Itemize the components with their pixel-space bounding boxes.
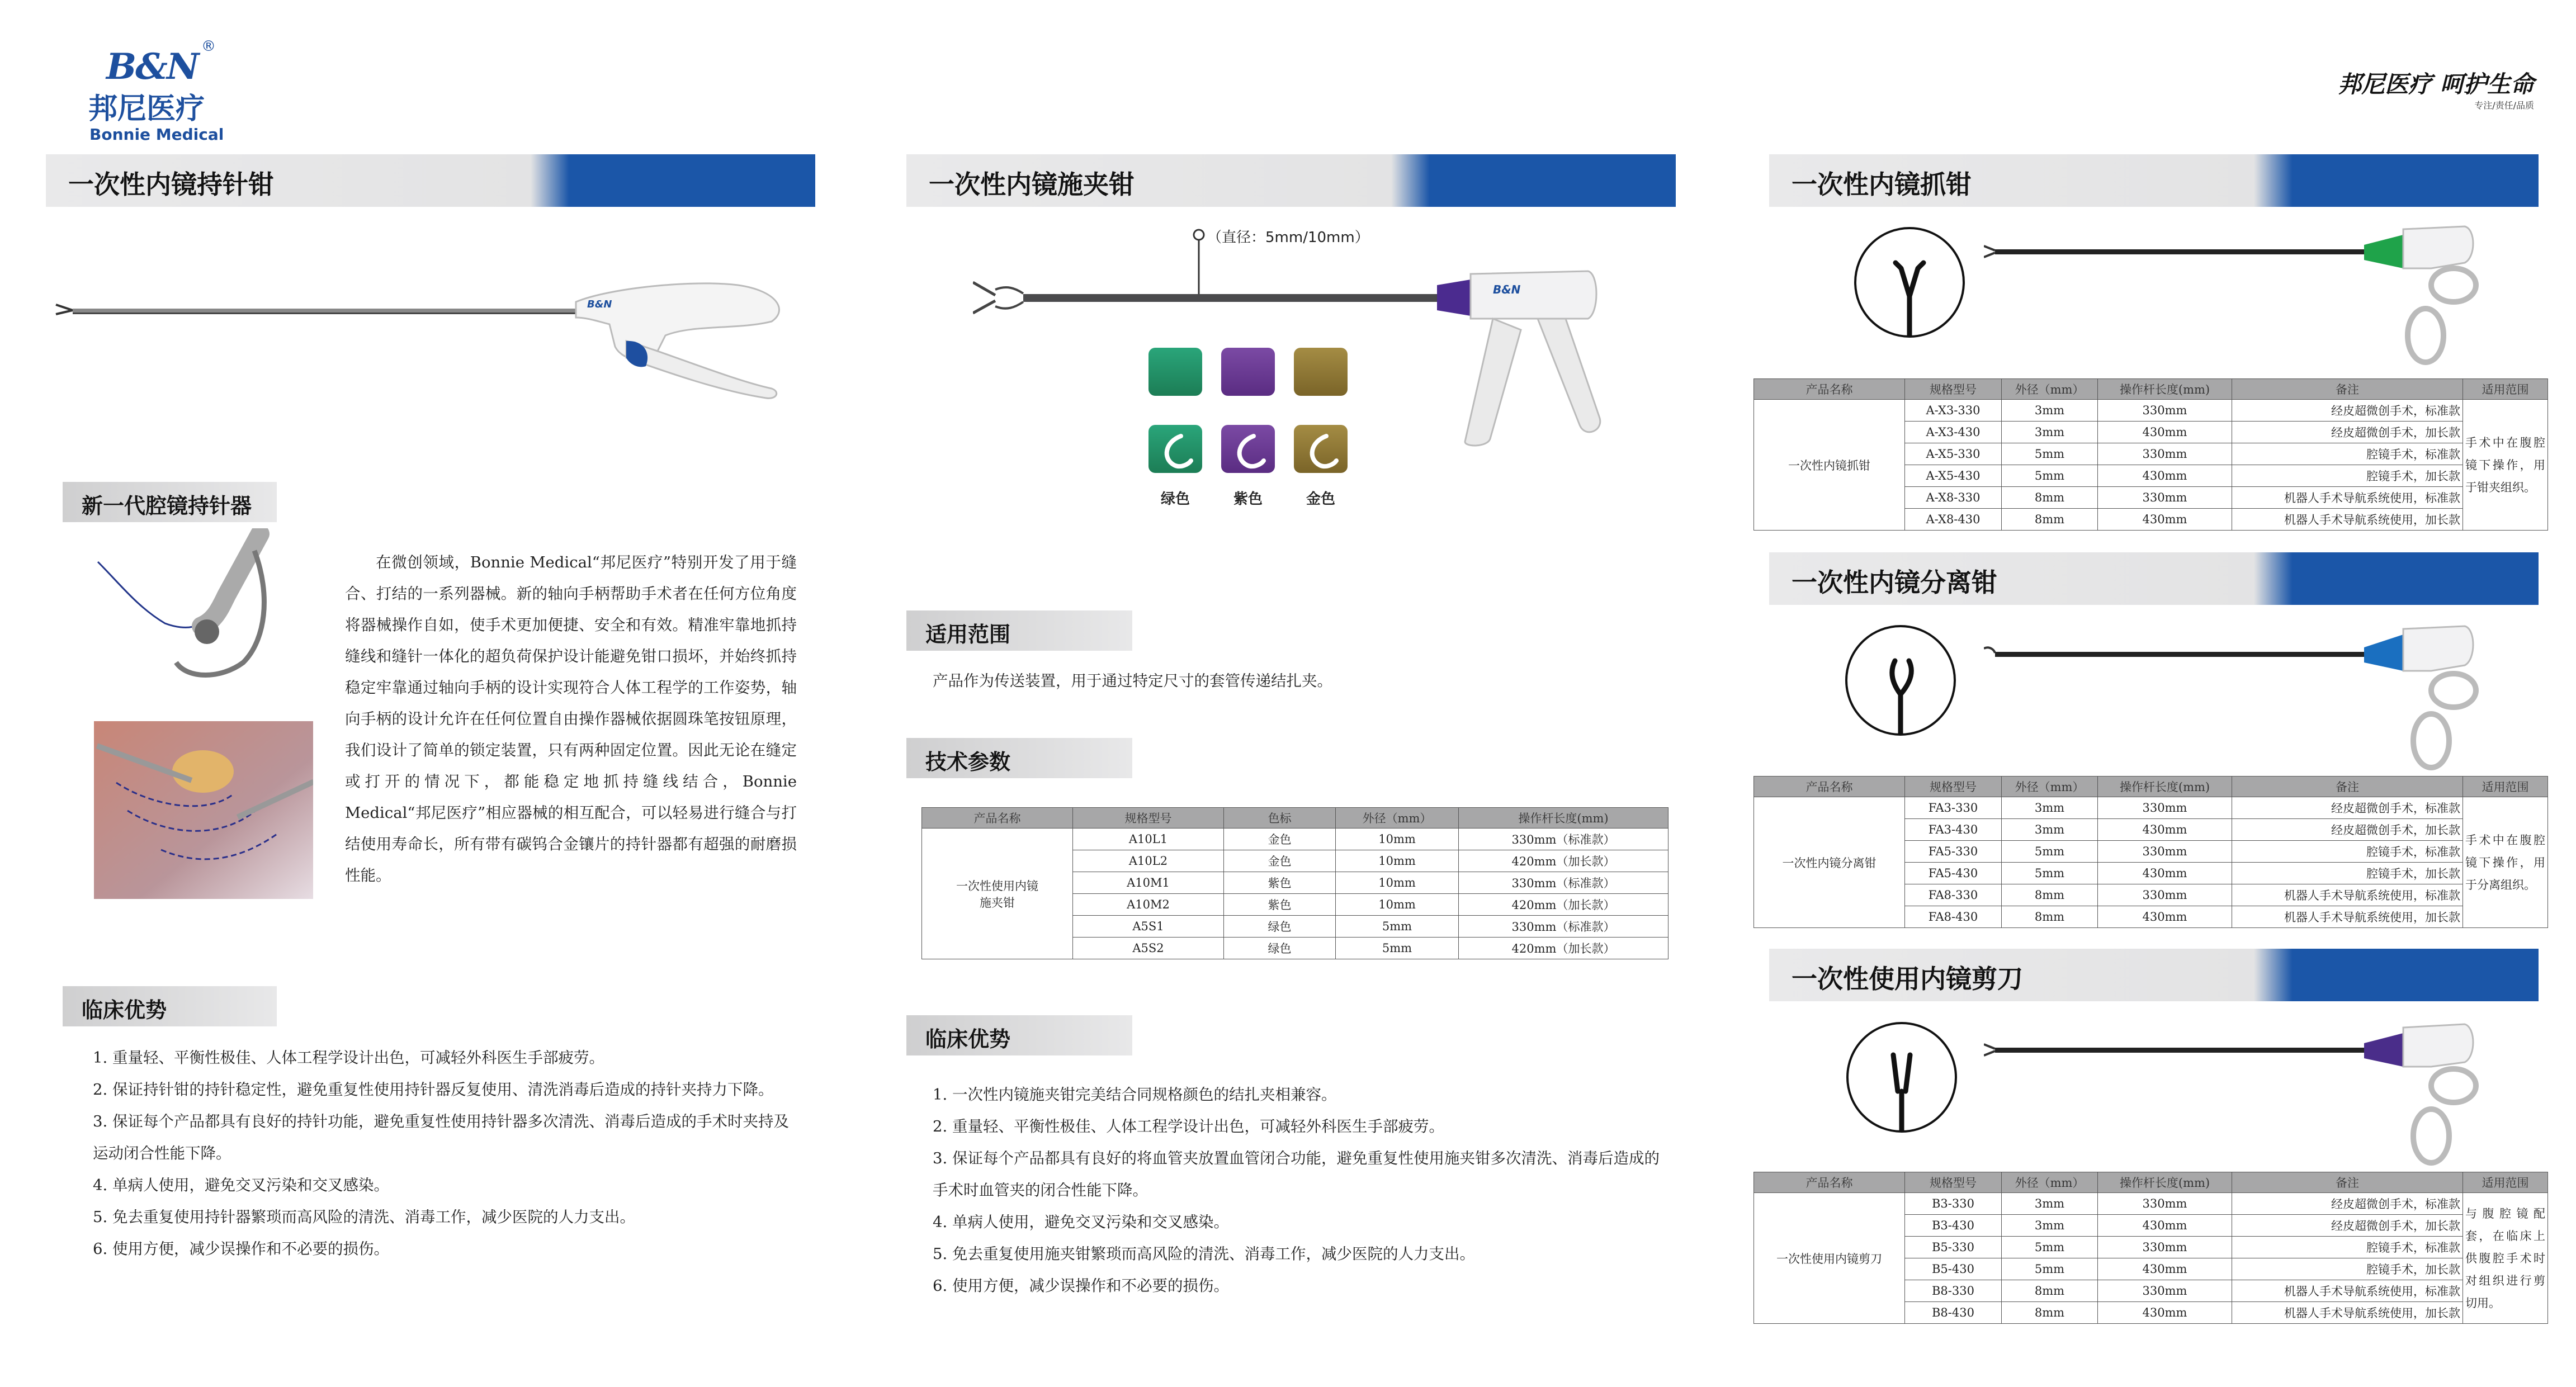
table-row [922,829,1669,850]
table-cell: 经皮超微创手术，标准款 [2232,797,2463,819]
table-header: 外径（mm） [2002,1172,2098,1193]
table-cell: 腔镜手术，标准款 [2232,841,2463,863]
clip-applier-image [973,218,1605,453]
registered-mark: ® [201,38,216,55]
list-item: 2. 保证持针钳的持针稳定性，避免重复性使用持针器反复使用、清洗消毒后造成的持针夹持力下降。 [93,1081,774,1099]
table-cell: FA8-330 [1905,884,2002,906]
section-header-dissector [1769,552,2539,605]
table-cell: FA3-330 [1905,797,2002,819]
table-cell: 8mm [2002,884,2098,906]
table-cell: 330mm [2098,1280,2232,1302]
table-cell: 绿色 [1224,938,1336,959]
section-title: 一次性内镜分离钳 [1792,567,1997,598]
table-cell: 430mm [2098,1215,2232,1237]
table-cell: 3mm [2002,400,2098,422]
scissors-tip-detail [1846,1022,1957,1133]
table-cell: 10mm [1336,829,1459,850]
table-cell: A10L1 [1073,829,1224,850]
table-cell: 8mm [2002,487,2098,509]
dissector-spec-table [1753,776,2548,928]
table-cell: 430mm [2098,906,2232,928]
table-cell: 3mm [2002,797,2098,819]
table-cell: 8mm [2002,1302,2098,1324]
scope-cell: 手术中在腹腔镜下操作，用于钳夹组织。 [2463,400,2548,531]
table-cell: 430mm [2098,422,2232,443]
table-header: 操作杆长度(mm) [2098,1172,2232,1193]
brand-logo [84,35,224,146]
table-cell: 420mm（加长款） [1459,938,1669,959]
table-header: 备注 [2232,1172,2463,1193]
subheader-label: 技术参数 [925,750,1011,774]
section-title: 一次性内镜施夹钳 [929,169,1135,200]
needle-suturing-image [87,528,294,696]
table-cell: A5S1 [1073,916,1224,938]
brand-mark: B&N [106,46,198,88]
scope-cell: 与腹腔镜配套，在临床上供腹腔手术时对组织进行剪切用。 [2463,1193,2548,1324]
table-header: 适用范围 [2463,777,2548,797]
subheader-params [906,738,1132,778]
table-header: 规格型号 [1905,1172,2002,1193]
table-cell: 机器人手术导航系统使用，标准款 [2232,487,2463,509]
grasper-spec-table [1753,378,2548,531]
table-cell: 330mm [2098,400,2232,422]
table-cell: 330mm [2098,884,2232,906]
grasper-tip-detail [1854,227,1965,338]
table-cell: B5-430 [1905,1258,2002,1280]
color-label-green: 绿色 [1160,491,1190,508]
color-label-purple: 紫色 [1233,491,1263,508]
brand-cn: 邦尼医疗 [88,92,205,126]
table-cell: 腔镜手术，标准款 [2232,1237,2463,1258]
product-name-cell: 一次性内镜抓钳 [1754,400,1905,531]
clip-gold-icon [1294,425,1348,473]
table-cell: 机器人手术导航系统使用，加长款 [2232,509,2463,531]
table-cell: 紫色 [1224,894,1336,916]
section-header-grasper [1769,154,2539,207]
advantages-list-1 [93,1042,800,1265]
table-cell: 腔镜手术，加长款 [2232,863,2463,884]
list-item: 4. 单病人使用，避免交叉污染和交叉感染。 [933,1213,1229,1231]
needle-holder-image [50,268,794,403]
table-cell: A-X8-330 [1905,487,2002,509]
section-header-clip-applier [906,154,1676,207]
svg-text:B&N: B&N [1493,283,1521,296]
list-item: 6. 使用方便，减少误操作和不必要的损伤。 [93,1240,389,1258]
table-header: 规格型号 [1073,808,1224,829]
slogan-sub: 专注/责任/品质 [2474,100,2534,111]
table-cell: FA5-330 [1905,841,2002,863]
table-header: 产品名称 [1754,1172,1905,1193]
table-cell: 3mm [2002,422,2098,443]
clip-applier-spec-table [921,807,1669,959]
table-cell: 430mm [2098,819,2232,841]
table-cell: 330mm（标准款） [1459,916,1669,938]
subheader-label: 临床优势 [82,998,167,1023]
table-cell: A10M2 [1073,894,1224,916]
table-cell: 5mm [1336,938,1459,959]
table-cell: 5mm [2002,465,2098,487]
table-cell: 8mm [2002,1280,2098,1302]
table-cell: 金色 [1224,829,1336,850]
table-row [1754,400,2548,422]
table-header: 规格型号 [1905,379,2002,400]
table-cell: A-X3-430 [1905,422,2002,443]
table-cell: B8-330 [1905,1280,2002,1302]
product-name-cell: 一次性内镜分离钳 [1754,797,1905,928]
table-cell: 8mm [2002,906,2098,928]
table-header: 产品名称 [1754,777,1905,797]
table-cell: 腔镜手术，标准款 [2232,443,2463,465]
table-cell: 420mm（加长款） [1459,894,1669,916]
table-header: 外径（mm） [1336,808,1459,829]
diameter-note: （直径：5mm/10mm） [1207,229,1369,246]
clip-purple-icon [1221,425,1275,473]
suturing-scene-image [94,721,313,899]
advantages-list-2 [933,1079,1660,1302]
clip-purple-swatch [1221,348,1275,396]
table-cell: 3mm [2002,819,2098,841]
svg-text:B&N: B&N [587,299,612,310]
subheader-label: 新一代腔镜持针器 [82,494,252,518]
product-name-cell: 一次性使用内镜剪刀 [1754,1193,1905,1324]
clip-green-icon [1148,425,1202,473]
table-cell: 330mm [2098,841,2232,863]
table-cell: B3-330 [1905,1193,2002,1215]
table-header: 产品名称 [1754,379,1905,400]
table-cell: 机器人手术导航系统使用，加长款 [2232,906,2463,928]
slogan: 邦尼医疗 呵护生命 [2338,70,2534,98]
table-cell: 腔镜手术，加长款 [2232,1258,2463,1280]
scope-text: 产品作为传送装置，用于通过特定尺寸的套管传递结扎夹。 [933,672,1332,690]
table-header: 适用范围 [2463,379,2548,400]
section-title: 一次性使用内镜剪刀 [1792,964,2023,994]
section-header-scissors [1769,949,2539,1001]
table-cell: 5mm [2002,1258,2098,1280]
clip-gold-swatch [1294,348,1348,396]
brand-en: Bonnie Medical [89,125,224,144]
table-cell: A-X3-330 [1905,400,2002,422]
table-cell: 经皮超微创手术，加长款 [2232,1215,2463,1237]
section-title: 一次性内镜抓钳 [1792,169,1972,200]
table-header: 操作杆长度(mm) [2098,777,2232,797]
subheader-label: 临床优势 [925,1027,1011,1052]
table-cell: 金色 [1224,850,1336,872]
table-header: 备注 [2232,777,2463,797]
table-cell: B3-430 [1905,1215,2002,1237]
dissector-tip-detail [1845,625,1956,736]
table-header: 备注 [2232,379,2463,400]
table-cell: 330mm（标准款） [1459,829,1669,850]
table-cell: 经皮超微创手术，标准款 [2232,400,2463,422]
scissors-image [1984,1012,2549,1180]
table-cell: 绿色 [1224,916,1336,938]
table-cell: 经皮超微创手术，加长款 [2232,819,2463,841]
table-cell: 经皮超微创手术，标准款 [2232,1193,2463,1215]
table-cell: 5mm [1336,916,1459,938]
table-cell: 430mm [2098,509,2232,531]
list-item: 1. 一次性内镜施夹钳完美结合同规格颜色的结扎夹相兼容。 [933,1086,1337,1104]
subheader-scope [906,610,1132,651]
table-header: 操作杆长度(mm) [1459,808,1669,829]
list-item: 3. 保证每个产品都具有良好的持针功能，避免重复性使用持针器多次清洗、消毒后造成的手术时夹持及运动闭合性能下降。 [93,1113,789,1162]
table-cell: 机器人手术导航系统使用，标准款 [2232,884,2463,906]
table-cell: A10M1 [1073,872,1224,894]
table-cell: A5S2 [1073,938,1224,959]
table-header: 产品名称 [922,808,1073,829]
section-header-needle-holder [46,154,815,207]
clip-green-swatch [1148,348,1202,396]
list-item: 3. 保证每个产品都具有良好的将血管夹放置血管闭合功能，避免重复性使用施夹钳多次清洗、消毒后造成的手术时血管夹的闭合性能下降。 [933,1149,1660,1199]
table-cell: 3mm [2002,1193,2098,1215]
subheader-label: 适用范围 [925,622,1011,647]
table-cell: B8-430 [1905,1302,2002,1324]
table-header: 规格型号 [1905,777,2002,797]
table-cell: 机器人手术导航系统使用，标准款 [2232,1280,2463,1302]
table-cell: 腔镜手术，加长款 [2232,465,2463,487]
table-cell: 330mm [2098,1237,2232,1258]
table-row [1754,797,2548,819]
table-cell: 430mm [2098,465,2232,487]
list-item: 5. 免去重复使用施夹钳繁琐而高风险的清洗、消毒工作，减少医院的人力支出。 [933,1245,1475,1263]
table-cell: A-X8-430 [1905,509,2002,531]
table-cell: 10mm [1336,872,1459,894]
table-cell: FA8-430 [1905,906,2002,928]
table-header: 外径（mm） [2002,379,2098,400]
table-cell: 420mm（加长款） [1459,850,1669,872]
table-cell: 5mm [2002,1237,2098,1258]
table-cell: 430mm [2098,1258,2232,1280]
table-cell: A-X5-330 [1905,443,2002,465]
intro-paragraph: 在微创领域，Bonnie Medical“邦尼医疗”特别开发了用于缝合、打结的一系列器械。新的轴向手柄帮助手术者在任何方位角度将器械操作自如，使手术更加便捷、安全和有效。精准牢靠地抓持缝线和缝针一体化的超负荷保护设计能避免钳口损坏，并始终抓持稳定牢靠通过轴向手柄的设计实现符合人体工程学的工作姿势，轴向手柄的设计允许在任何位置自由操作器械依据圆珠笔按钮原理，我们设计了简单的锁定装置，只有两种固定位置。因此无论在缝定或打开的情况下，都能稳定地抓持缝线结合，Bonnie Medical“邦尼医疗”相应器械的相互配合，可以轻易进行缝合与打结使用寿命长，所有带有碳钨合金镶片的持针器都有超强的耐磨损性能。 [345,553,797,884]
table-cell: 10mm [1336,850,1459,872]
table-cell: 330mm [2098,1193,2232,1215]
table-cell: 机器人手术导航系统使用，加长款 [2232,1302,2463,1324]
table-cell: FA5-430 [1905,863,2002,884]
subheader-clinical-1 [63,986,277,1026]
grasper-image [1984,212,2549,380]
table-cell: A10L2 [1073,850,1224,872]
subheader-new-needle-holder [63,482,277,522]
list-item: 1. 重量轻、平衡性极佳、人体工程学设计出色，可减轻外科医生手部疲劳。 [93,1049,604,1067]
table-header: 外径（mm） [2002,777,2098,797]
list-item: 4. 单病人使用，避免交叉污染和交叉感染。 [93,1176,389,1194]
product-name-cell: 一次性使用内镜施夹钳 [922,829,1073,959]
table-cell: 5mm [2002,841,2098,863]
table-cell: 10mm [1336,894,1459,916]
table-cell: 5mm [2002,863,2098,884]
table-cell: 5mm [2002,443,2098,465]
table-cell: 330mm [2098,443,2232,465]
section-title: 一次性内镜持针钳 [68,169,274,200]
scissors-spec-table [1753,1172,2548,1324]
color-label-gold: 金色 [1306,491,1336,508]
table-row [1754,1193,2548,1215]
table-cell: 330mm [2098,487,2232,509]
table-cell: B5-330 [1905,1237,2002,1258]
table-cell: 8mm [2002,509,2098,531]
list-item: 5. 免去重复使用持针器繁琐而高风险的清洗、消毒工作，减少医院的人力支出。 [93,1208,635,1226]
scope-cell: 手术中在腹腔镜下操作，用于分离组织。 [2463,797,2548,928]
table-header: 色标 [1224,808,1336,829]
list-item: 6. 使用方便，减少误操作和不必要的损伤。 [933,1277,1229,1295]
table-cell: 330mm（标准款） [1459,872,1669,894]
table-cell: 3mm [2002,1215,2098,1237]
list-item: 2. 重量轻、平衡性极佳、人体工程学设计出色，可减轻外科医生手部疲劳。 [933,1118,1444,1135]
subheader-clinical-2 [906,1015,1132,1055]
table-cell: A-X5-430 [1905,465,2002,487]
table-cell: 紫色 [1224,872,1336,894]
table-header: 适用范围 [2463,1172,2548,1193]
dissector-image [1984,615,2549,783]
table-cell: 经皮超微创手术，加长款 [2232,422,2463,443]
table-cell: FA3-430 [1905,819,2002,841]
table-cell: 330mm [2098,797,2232,819]
table-cell: 430mm [2098,863,2232,884]
table-cell: 430mm [2098,1302,2232,1324]
table-header: 操作杆长度(mm) [2098,379,2232,400]
